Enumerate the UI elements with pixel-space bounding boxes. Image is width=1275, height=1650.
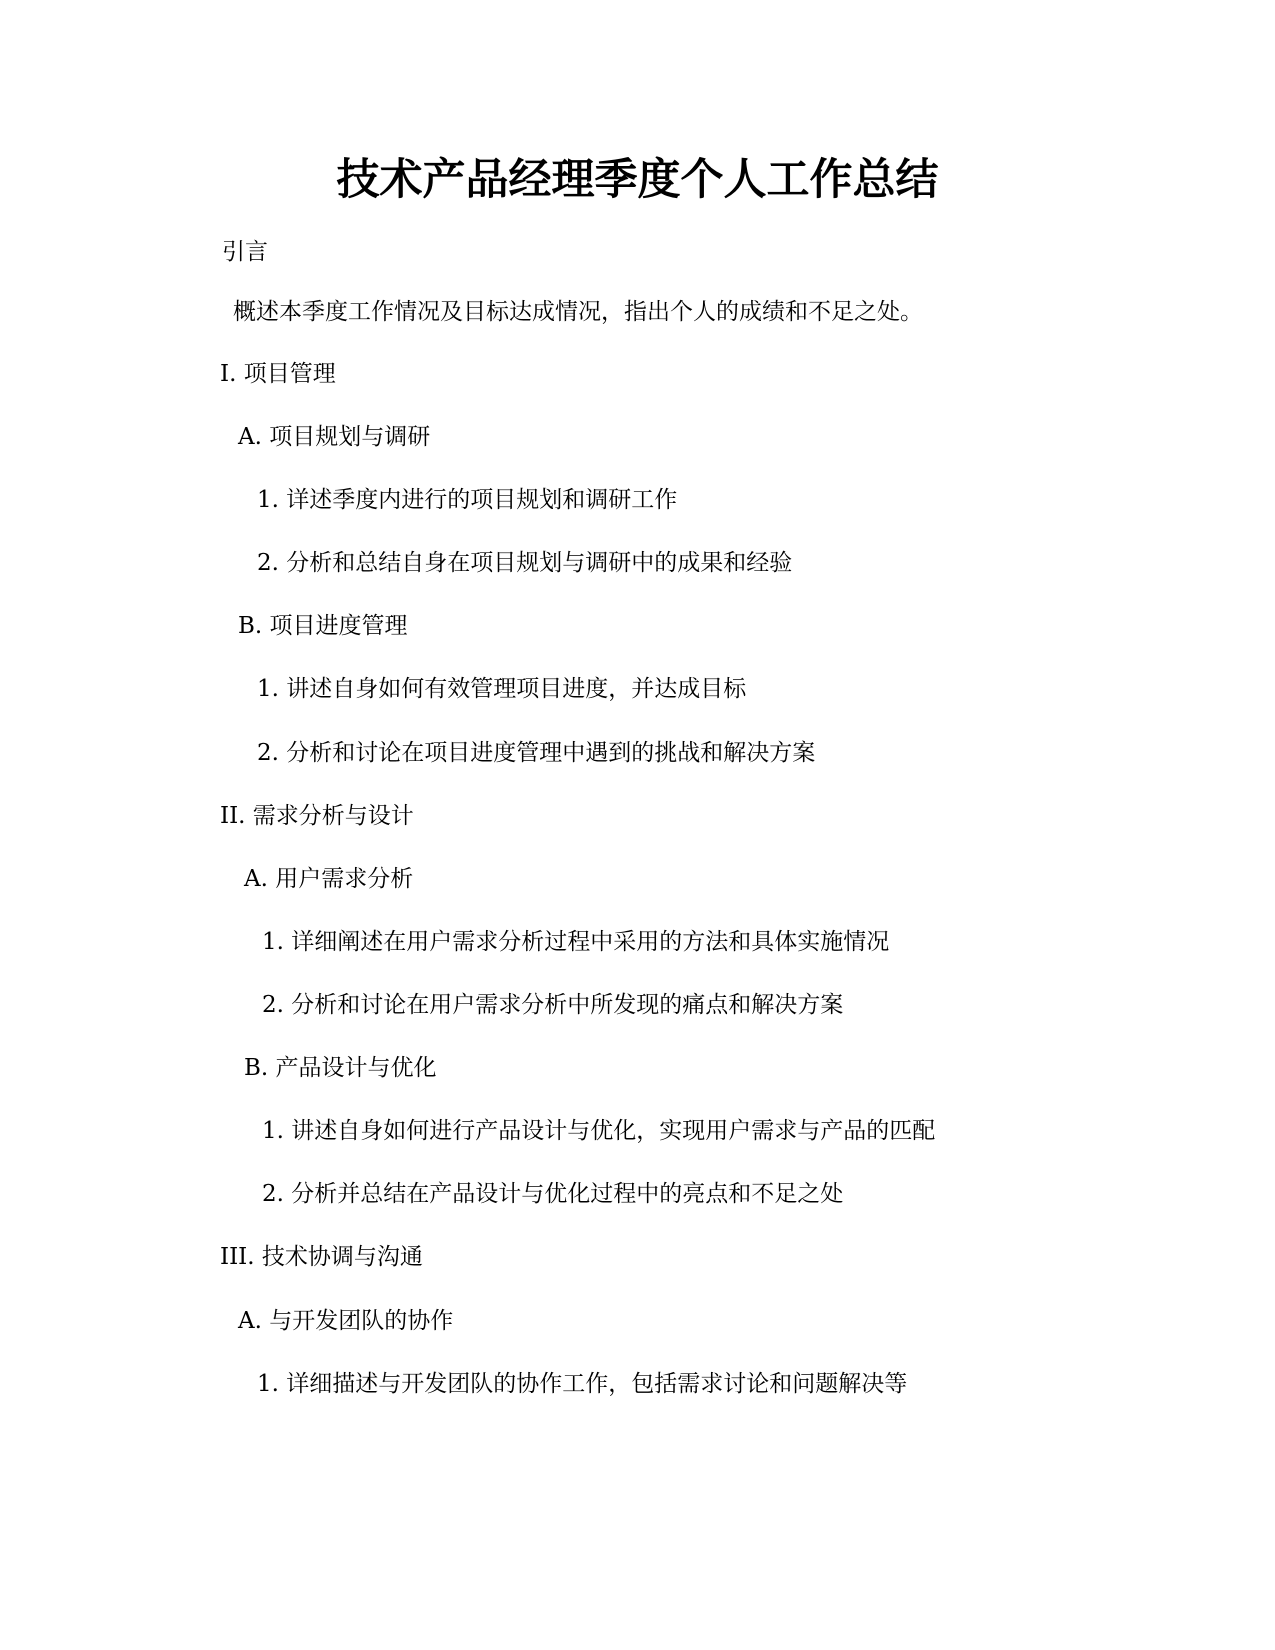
subsection-heading-2a: A. 用户需求分析 (244, 866, 414, 892)
section-heading-3: III. 技术协调与沟通 (220, 1244, 423, 1270)
list-item-1a-2: 2. 分析和总结自身在项目规划与调研中的成果和经验 (257, 550, 793, 576)
document-title: 技术产品经理季度个人工作总结 (336, 155, 939, 205)
list-item-3a-1: 1. 详细描述与开发团队的协作工作，包括需求讨论和问题解决等 (257, 1371, 908, 1397)
section-heading-2: II. 需求分析与设计 (220, 803, 414, 829)
list-item-2b-2: 2. 分析并总结在产品设计与优化过程中的亮点和不足之处 (262, 1181, 844, 1207)
subsection-heading-1a: A. 项目规划与调研 (238, 424, 431, 450)
section-heading-1: I. 项目管理 (220, 361, 336, 387)
list-item-2a-1: 1. 详细阐述在用户需求分析过程中采用的方法和具体实施情况 (262, 929, 890, 955)
subsection-heading-1b: B. 项目进度管理 (238, 613, 408, 639)
section-heading-intro: 引言 (222, 239, 268, 265)
list-item-1b-2: 2. 分析和讨论在项目进度管理中遇到的挑战和解决方案 (257, 740, 816, 766)
list-item-2a-2: 2. 分析和讨论在用户需求分析中所发现的痛点和解决方案 (262, 992, 844, 1018)
intro-paragraph: 概述本季度工作情况及目标达成情况，指出个人的成绩和不足之处。 (233, 299, 923, 325)
list-item-2b-1: 1. 讲述自身如何进行产品设计与优化，实现用户需求与产品的匹配 (262, 1118, 936, 1144)
list-item-1b-1: 1. 讲述自身如何有效管理项目进度，并达成目标 (257, 676, 747, 702)
subsection-heading-2b: B. 产品设计与优化 (244, 1055, 437, 1081)
subsection-heading-3a: A. 与开发团队的协作 (238, 1308, 454, 1334)
list-item-1a-1: 1. 详述季度内进行的项目规划和调研工作 (257, 487, 678, 513)
